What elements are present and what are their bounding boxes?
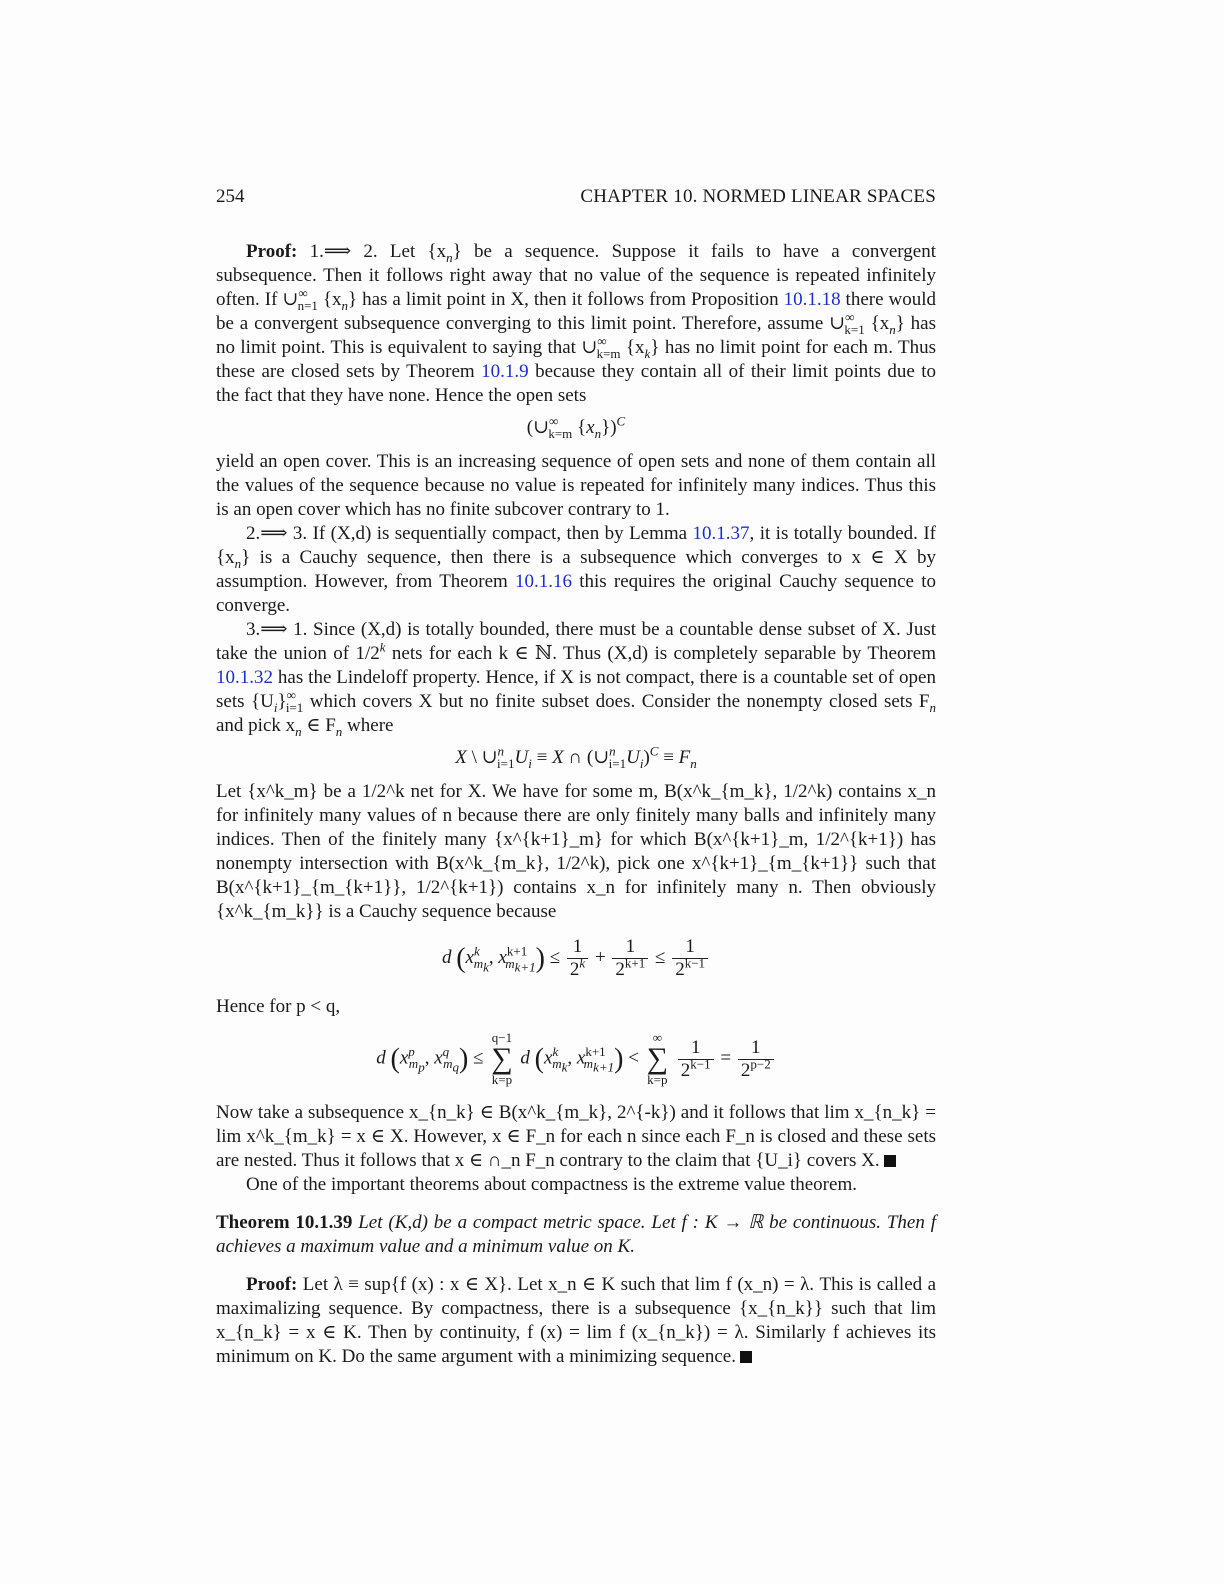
page-number: 254 [216,186,245,207]
theorem-statement: Let (K,d) be a compact metric space. Let f : K → ℝ be continuous. Then f achieves a maximum value and a minimum value on K. [216,1212,936,1257]
proof-label: Proof: [246,1274,298,1295]
proof-paragraph-6: Hence for p < q, [216,996,341,1017]
main-text [216,240,936,1369]
chapter-title: CHAPTER 10. NORMED LINEAR SPACES [580,186,936,207]
display-equation-2: X \ $\cup^n_{i=1}U_i \equiv X$ ∩ $(\cup^n_{i=1}U_i)^C \equiv F_n$ [455,743,697,771]
qed-square-icon [884,1155,896,1167]
proof-paragraph-1: Proof: 1.⟹ 2. Let $\{x_n\}$ be a sequence. Suppose it fails to have a convergent subsequence. Then it follows right away that no value of the sequence is repeated infinitely often. If $\cup^\infty_{n=1}$ $\{x_n\}$ has a limit point in X, then it follows from Proposition 10.1.18 there would be a convergent subsequence converging to this limit point. Therefore, assume $\cup^\infty_{k=1}$ $\{x_n\}$ has no limit point. This is equivalent to saying that $\cup^\infty_{k=m}$ $\{x_k\}$ has no limit point for each m. Thus these are closed sets by Theorem 10.1.9 because they contain all of their limit points due to the fact that they have none. Hence the open sets [216,241,937,406]
proof-paragraph-4: 3.⟹ 1. Since (X,d) is totally bounded, there must be a countable dense subset of X. Just take the union of 1/2$^k$ nets for each k ∈ ℕ. Thus (X,d) is completely separable by Theorem 10.1.32 has the Lindeloff property. Hence, if X is not compact, there is a countable set of open sets $\{U_i\}^\infty_{i=1}$ which covers X but no finite subset does. Consider the nonempty closed sets $F_n$ and pick $x_n$ ∈ $F_n$ where [216,619,936,739]
proof-label: Proof: [246,241,298,262]
display-equation-1: ($\cup^\infty_{k=m}$ $\{x_n\})^C$ [526,413,626,441]
qed-square-icon [740,1351,752,1363]
link-theorem[interactable]: 10.1.16 [515,571,573,592]
link-lemma[interactable]: 10.1.37 [692,523,750,544]
theorem-block [216,1211,936,1259]
proof-paragraph-5: Let {x^k_m} be a 1/2^k net for X. We have for some m, B(x^k_{m_k}, 1/2^k) contains x_n for infinitely many values of n because there are only finitely many balls and infinitely many indices. Then of the finitely many {x^{k+1}_m} for which B(x^{k+1}_m, 1/2^{k+1}) has nonempty intersection with B(x^k_{m_k}, 1/2^k), pick one x^{k+1}_{m_{k+1}} such that B(x^{k+1}_{m_{k+1}}, 1/2^{k+1}) contains x_n for infinitely many n. Then obviously {x^k_{m_k}} is a Cauchy sequence because [216,781,936,922]
proof-paragraph-3: 2.⟹ 3. If (X,d) is sequentially compact, then by Lemma 10.1.37, it is totally bounded. If $\{x_n\}$ is a Cauchy sequence, then there is a subsequence which converges to x ∈ X by assumption. However, from Theorem 10.1.16 this requires the original Cauchy sequence to converge. [216,523,936,616]
display-equation-3: d ($x^k_{m_k}$, $x^{k+1}_{m_{k+1}}$) ≤ $\frac{1}{2^k}$ + $\frac{1}{2^{k+1}}$ ≤ $\frac{1}{2^{k-1}}$ [216,936,936,981]
link-proposition[interactable]: 10.1.18 [783,289,841,310]
proof-paragraph-8: One of the important theorems about compactness is the extreme value theorem. [246,1174,857,1195]
display-equation-4: d ($x^p_{m_p}$, $x^q_{m_q}) \le q-1$ ∑ k=p d ($x^k_{m_k}$, $x^{k+1}_{m_{k+1}}$) < ∞ ∑ k=p $\frac{1}{2^{k-1}}$ = $\frac{1}{2^{p-2}}$ [216,1031,936,1087]
theorem-label: Theorem 10.1.39 [216,1212,353,1233]
link-theorem[interactable]: 10.1.32 [216,667,273,688]
link-theorem[interactable]: 10.1.9 [481,361,529,382]
running-header [216,186,936,210]
proof2-paragraph: Proof: Let λ ≡ sup{f (x) : x ∈ X}. Let x_n ∈ K such that lim f (x_n) = λ. This is called a maximalizing sequence. By compactness, there is a subsequence {x_{n_k}} such that lim x_{n_k} = x ∈ K. Then by continuity, f (x) = lim f (x_{n_k}) = λ. Similarly f achieves its minimum on K. Do the same argument with a minimizing sequence. [216,1274,936,1367]
proof-paragraph-7: Now take a subsequence x_{n_k} ∈ B(x^k_{m_k}, 2^{-k}) and it follows that lim x_{n_k} = lim x^k_{m_k} = x ∈ X. However, x ∈ F_n for each n since each F_n is closed and these sets are nested. Thus it follows that x ∈ ∩_n F_n contrary to the claim that {U_i} covers X. [216,1102,936,1171]
proof-paragraph-2: yield an open cover. This is an increasing sequence of open sets and none of them contain all the values of the sequence because no value is repeated for infinitely many indices. Thus this is an open cover which has no finite subcover contrary to 1. [216,451,936,520]
